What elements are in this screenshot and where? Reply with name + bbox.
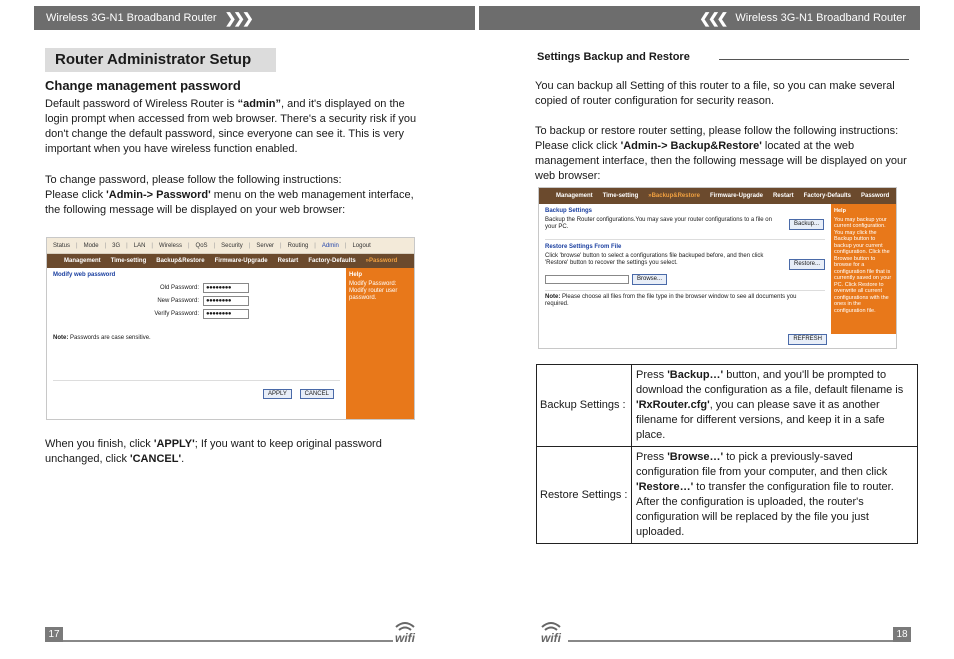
menu-password[interactable]: »Password bbox=[365, 258, 398, 264]
refresh-button[interactable]: REFRESH bbox=[788, 334, 827, 345]
row-value-restore: Press 'Browse…' to pick a previously-saved configuration file from your computer, and then click 'Restore…' to transfer the configuration file to router. After the configuration is uploaded, the router's configuration will be replaced by the file you just uploaded. bbox=[632, 447, 918, 544]
backup-instructions: To backup or restore router setting, please follow the following instructions: Please click click 'Admin-> Backup&Restore' located at the web management interface, then the following message will be displayed on your web browser: bbox=[535, 125, 907, 182]
settings-heading: Settings Backup and Restore bbox=[537, 51, 690, 63]
top-tabs: Status | Mode | 3G | LAN | Wireless | QoS | Security | Server | Routing | Admin | Logout bbox=[47, 238, 414, 254]
logo-text: wifi bbox=[541, 631, 561, 644]
admin-menu-2 bbox=[539, 188, 896, 204]
row-key-restore: Restore Settings : bbox=[537, 447, 632, 544]
row-value-backup: Press 'Backup…' button, and you'll be prompted to download the configuration as a file, default filename is 'RxRouter.cfg', you can please save it as another filename for different versions, and keep it in a safe place. bbox=[632, 365, 918, 447]
menu-management-2[interactable]: Management bbox=[556, 193, 593, 199]
chevron-right-icon: ❯❯❯ bbox=[224, 9, 251, 26]
table-row bbox=[537, 365, 918, 447]
header-bar-right bbox=[479, 6, 920, 30]
menu-firmware-upgrade[interactable]: Firmware-Upgrade bbox=[214, 258, 268, 264]
browse-button[interactable]: Browse... bbox=[632, 274, 667, 285]
old-password-input[interactable]: ●●●●●●●● bbox=[203, 283, 249, 293]
footer-rule-left bbox=[63, 640, 393, 642]
menu-backup-restore[interactable]: Backup&Restore bbox=[156, 258, 205, 264]
backup-note: Note: Please choose all files from the file type in the browser window to see all documents you required. bbox=[545, 294, 797, 307]
help-text-2: You may backup your current configuration. You may click the Backup button to backup your current configuration. Click the Browse button to browse for a configuration file that is currently saved on your PC. Click Restore to overwrite all current configurations with the ones in the configuration file. bbox=[834, 216, 892, 314]
file-path-input[interactable] bbox=[545, 275, 629, 284]
header-title-right: Wireless 3G-N1 Broadband Router bbox=[735, 12, 906, 24]
menu-password-2[interactable]: Password bbox=[860, 193, 890, 199]
new-password-input[interactable]: ●●●●●●●● bbox=[203, 296, 249, 306]
backup-screenshot bbox=[538, 187, 897, 349]
tab-mode[interactable]: Mode bbox=[83, 242, 99, 249]
tab-qos[interactable]: QoS bbox=[195, 242, 208, 249]
tab-status[interactable]: Status bbox=[53, 242, 71, 249]
verify-password-input[interactable]: ●●●●●●●● bbox=[203, 309, 249, 319]
wifi-logo-icon bbox=[534, 618, 568, 644]
tab-3g[interactable]: 3G bbox=[112, 242, 121, 249]
tab-wireless[interactable]: Wireless bbox=[158, 242, 182, 249]
menu-backup-restore-2[interactable]: »Backup&Restore bbox=[648, 193, 700, 199]
heading-rule bbox=[719, 59, 909, 60]
finish-paragraph: When you finish, click 'APPLY'; If you want to keep original password unchanged, click 'CANCEL'. bbox=[45, 438, 382, 465]
tab-routing[interactable]: Routing bbox=[287, 242, 309, 249]
tab-logout[interactable]: Logout bbox=[352, 242, 371, 249]
help-title: Help bbox=[349, 272, 363, 278]
admin-menu bbox=[47, 254, 414, 268]
instructions-paragraph: To change password, please follow the following instructions: Please click 'Admin-> Password' menu on the web management interface, the following message will be displayed on your web browser: bbox=[45, 174, 414, 216]
verify-password-label: Verify Password: bbox=[154, 311, 199, 317]
tab-admin[interactable]: Admin bbox=[321, 242, 339, 249]
help-text: Modify Password: Modify router user password. bbox=[349, 281, 398, 301]
page-number-right: 18 bbox=[893, 627, 911, 642]
tab-security[interactable]: Security bbox=[221, 242, 243, 249]
menu-restart-2[interactable]: Restart bbox=[772, 193, 794, 199]
menu-time-setting-2[interactable]: Time-setting bbox=[602, 193, 639, 199]
backup-form bbox=[539, 204, 831, 342]
menu-management[interactable]: Management bbox=[64, 258, 101, 264]
header-title-left: Wireless 3G-N1 Broadband Router bbox=[46, 12, 217, 24]
old-password-label: Old Password: bbox=[159, 285, 199, 291]
wifi-logo-icon bbox=[388, 618, 422, 644]
password-screenshot bbox=[46, 237, 415, 420]
restore-button[interactable]: Restore... bbox=[789, 259, 825, 270]
password-note: Note: Passwords are case sensitive. bbox=[53, 335, 151, 341]
apply-button[interactable]: APPLY bbox=[263, 389, 292, 399]
tab-lan[interactable]: LAN bbox=[133, 242, 146, 249]
form-title: Modify web password bbox=[53, 272, 116, 278]
help-panel bbox=[346, 268, 414, 419]
tab-server[interactable]: Server bbox=[256, 242, 275, 249]
intro-paragraph: Default password of Wireless Router is “admin”, and it's displayed on the login prompt when accessed from web browser. There's a security risk if you don't change the default password, since everyone can see it. This is very important when you have wireless function enabled. bbox=[45, 98, 417, 155]
cancel-button[interactable]: CANCEL bbox=[300, 389, 334, 399]
row-key-backup: Backup Settings : bbox=[537, 365, 632, 447]
help-title-2: Help bbox=[834, 208, 846, 214]
menu-time-setting[interactable]: Time-setting bbox=[110, 258, 147, 264]
help-panel-2 bbox=[831, 204, 896, 334]
backup-settings-text: Backup the Router configurations.You may save your router configurations to a file on your PC. bbox=[545, 217, 772, 230]
menu-factory-defaults-2[interactable]: Factory-Defaults bbox=[803, 193, 851, 199]
restore-settings-text: Click 'browse' button to select a configurations file backuped before, and then click 'Restore' button to recover the settings you select. bbox=[545, 253, 764, 266]
menu-factory-defaults[interactable]: Factory-Defaults bbox=[308, 258, 356, 264]
footer-rule-right bbox=[568, 640, 893, 642]
header-bar-left bbox=[34, 6, 475, 30]
new-password-label: New Password: bbox=[157, 298, 199, 304]
logo-text: wifi bbox=[395, 631, 415, 644]
chevron-left-icon: ❮❮❮ bbox=[699, 9, 726, 26]
password-form bbox=[47, 268, 346, 419]
page-number-left: 17 bbox=[45, 627, 63, 642]
menu-firmware-upgrade-2[interactable]: Firmware-Upgrade bbox=[709, 193, 763, 199]
menu-restart[interactable]: Restart bbox=[277, 258, 299, 264]
restore-settings-title: Restore Settings From File bbox=[545, 244, 622, 250]
table-row bbox=[537, 447, 918, 544]
subsection-title: Change management password bbox=[45, 78, 241, 93]
settings-table bbox=[536, 364, 918, 544]
backup-settings-title: Backup Settings bbox=[545, 208, 593, 214]
section-title: Router Administrator Setup bbox=[45, 48, 276, 72]
backup-button[interactable]: Backup... bbox=[789, 219, 824, 230]
backup-intro: You can backup all Setting of this router to a file, so you can make several copied of router configuration for security reason. bbox=[535, 80, 895, 107]
